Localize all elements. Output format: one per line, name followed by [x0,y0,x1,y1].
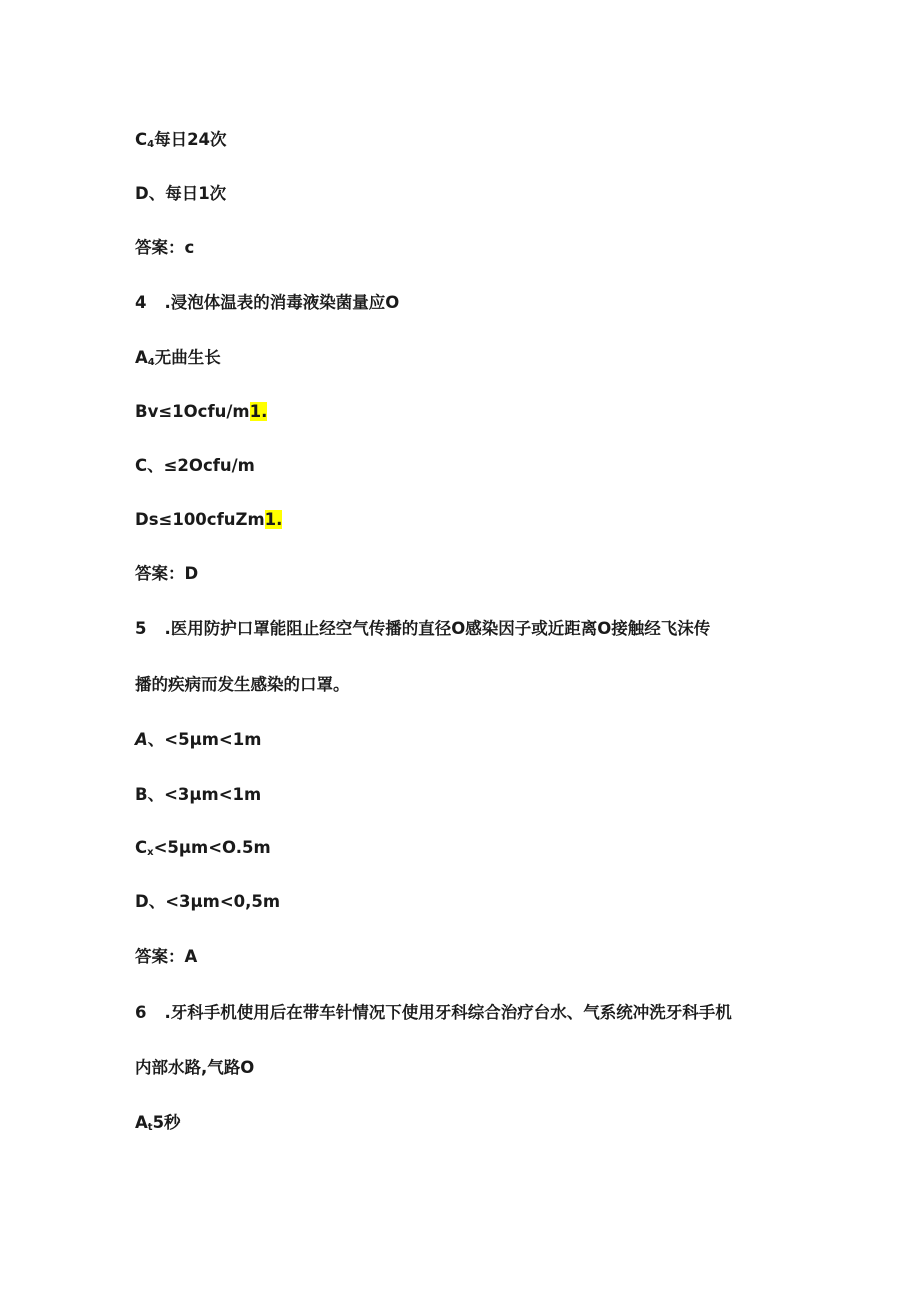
question-6 [135,1002,732,1024]
question-4 [135,292,399,314]
option-text: 、<5μm<1m [147,730,262,749]
option-c-line [135,837,271,864]
option-a-line [135,729,261,751]
option-d-line: D、每日1次 [135,184,227,203]
option-letter: C [135,130,148,149]
highlight-mark: 1. [264,510,283,529]
option-b-line [135,401,267,423]
option-text: 5秒 [152,1113,181,1132]
option-text: Bv≤1Ocfu/m [135,402,250,421]
answer-line: 答案：c [135,238,195,257]
question-number: 6 [135,1003,147,1022]
option-subscript: t [147,1122,153,1133]
option-subscript: 4 [147,357,155,368]
option-text: Ds≤100cfuZm [135,510,265,529]
option-c-line [135,129,227,156]
option-a-line [135,347,221,374]
answer-line: 答案：D [135,564,199,583]
question-text: .牙科手机使用后在带车针情况下使用牙科综合治疗台水、气系统冲洗牙科手机 [164,1003,732,1022]
option-c-line: C、≤2Ocfu/m [135,456,255,475]
question-number: 5 [135,619,147,638]
option-b-line: B、<3μm<1m [135,785,262,804]
option-letter: A [135,1113,148,1132]
question-number: 4 [135,293,147,312]
answer-line: 答案：A [135,947,198,966]
question-6-continuation: 内部水路,气路O [135,1058,255,1077]
option-text: 每日24次 [154,130,227,149]
question-text: .医用防护口罩能阻止经空气传播的直径O感染因子或近距离O接触经飞沫传 [164,619,711,638]
option-letter: A [135,348,148,367]
highlight-mark: 1. [249,402,268,421]
option-subscript: 4 [147,139,155,150]
option-text: <5μm<O.5m [153,838,271,857]
question-5 [135,618,710,640]
question-text: .浸泡体温表的消毒液染菌量应O [164,293,400,312]
option-subscript: x [147,847,154,858]
option-letter: C [135,838,148,857]
question-5-continuation: 播的疾病而发生感染的口罩。 [135,675,350,694]
option-d-line: D、<3μm<0,5m [135,892,281,911]
option-text: 无曲生长 [154,348,221,367]
option-letter: A [135,730,148,749]
option-d-line [135,509,282,531]
option-a-line [135,1112,181,1139]
